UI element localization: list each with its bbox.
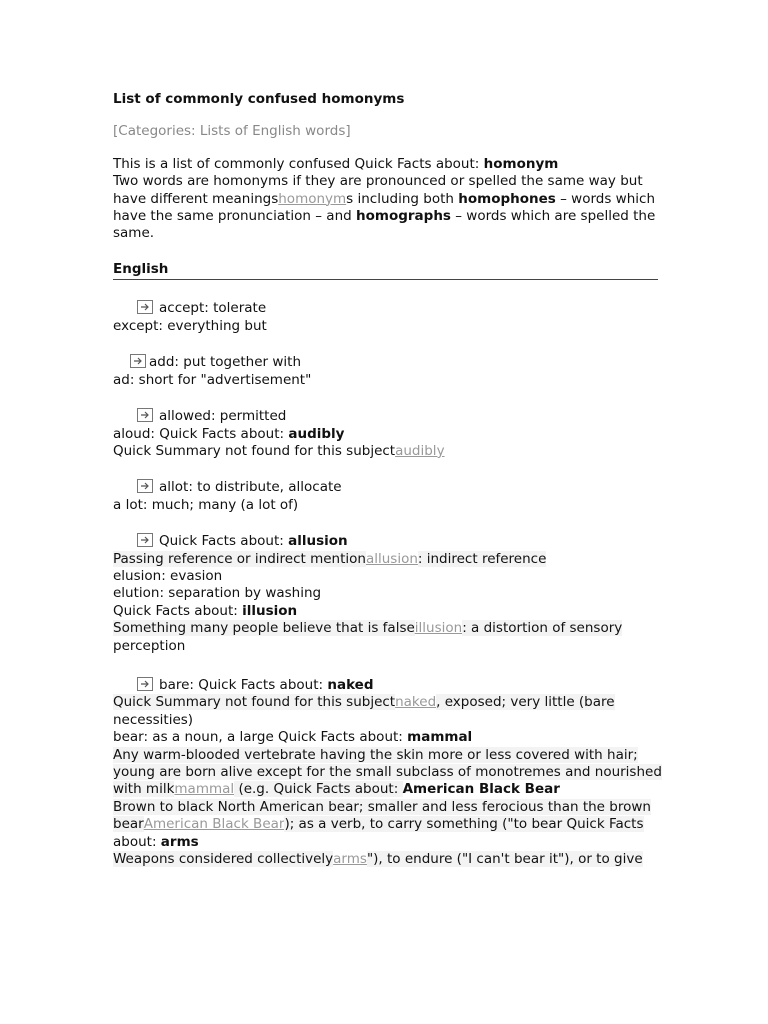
list-item: allowed: permitted aloud: Quick Facts about: audibly Quick Summary not found for this subjectaudibly — [113, 408, 445, 459]
mammal-link[interactable]: mammal — [174, 781, 235, 798]
audibly-link[interactable]: audibly — [395, 442, 445, 459]
naked-link[interactable]: naked — [395, 694, 437, 711]
categories-line[interactable]: [Categories: Lists of English words] — [113, 123, 351, 139]
arrow-box-icon[interactable] — [130, 354, 146, 368]
homonym-term: homonym — [483, 156, 559, 172]
list-item: bare: Quick Facts about: naked Quick Summary not found for this subjectnaked, exposed; very little (bare necessities) bear: as a noun, a large Quick Facts about: mammal Any warm-blooded vertebrate having the skin more or less covered with hair; young are born alive except for the small subclass of monotremes and nourished with milkmammal (e.g. Quick Facts about: American Black Bear Brown to black North American bear; smaller and less ferocious than the brown bearAmerican Black Bear); as a verb, to carry something ("to bear Quick Facts about: arms Weapons considered collectivelyarms"), to endure ("I can't bear it"), or to give — [113, 676, 662, 868]
intro-paragraph: This is a list of commonly confused Quick Facts about: homonym Two words are homonyms if they are pronounced or spelled the same way but have different meaningshomonyms including both homophones – words which have the same pronunciation – and homographs – words which are spelled the same. — [113, 156, 656, 242]
page-title: List of commonly confused homonyms — [113, 91, 405, 107]
list-item: Quick Facts about: allusion Passing reference or indirect mentionallusion: indirect reference elusion: evasion elution: separation by washing Quick Facts about: illusion Something many people believe that is falseillusion: a distortion of sensory perception — [113, 533, 623, 654]
arrow-box-icon[interactable] — [137, 479, 153, 493]
arms-link[interactable]: arms — [333, 851, 367, 868]
arrow-box-icon[interactable] — [137, 533, 153, 547]
list-item: add: put together with ad: short for "advertisement" — [113, 354, 312, 388]
homonym-list — [113, 300, 662, 868]
illusion-link[interactable]: illusion — [414, 620, 463, 637]
arrow-box-icon[interactable] — [137, 300, 153, 314]
arrow-box-icon[interactable] — [137, 677, 153, 691]
list-item: allot: to distribute, allocate a lot: much; many (a lot of) — [113, 479, 342, 513]
section-heading-english: English — [113, 260, 658, 280]
homonym-link[interactable]: homonym — [278, 190, 347, 207]
document-page — [113, 88, 662, 887]
list-item: accept: tolerate except: everything but — [113, 300, 267, 334]
allusion-link[interactable]: allusion — [365, 550, 418, 567]
american-black-bear-link[interactable]: American Black Bear — [143, 816, 285, 833]
arrow-box-icon[interactable] — [137, 408, 153, 422]
